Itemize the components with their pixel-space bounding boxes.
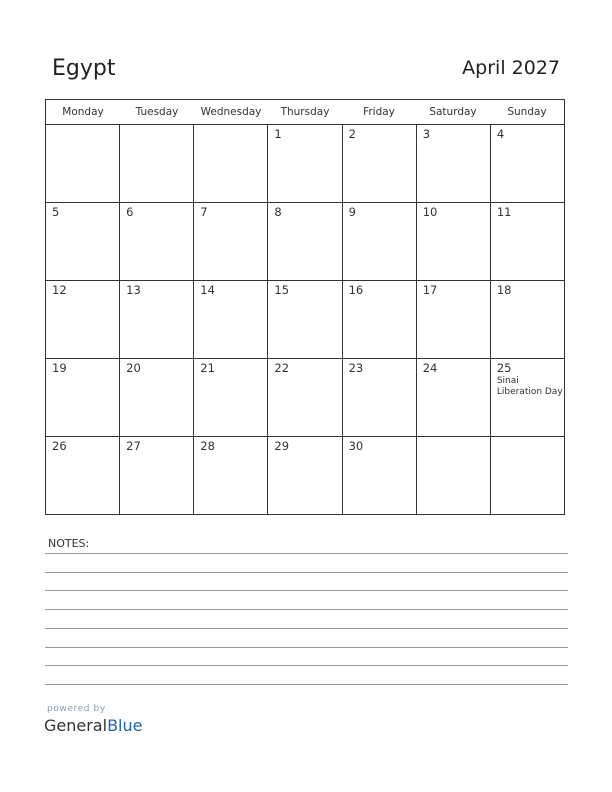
day-number: 27 — [126, 439, 141, 453]
day-number: 2 — [348, 127, 356, 141]
week-row — [46, 202, 564, 280]
day-cell — [416, 125, 490, 202]
day-number: 5 — [52, 205, 60, 219]
day-cell — [342, 359, 416, 436]
brand-blue: Blue — [107, 716, 143, 735]
day-number: 26 — [52, 439, 67, 453]
day-number: 13 — [126, 283, 141, 297]
day-cell — [342, 281, 416, 358]
day-cell — [46, 125, 119, 202]
weekday-header: Monday — [62, 106, 104, 118]
weekday-header: Wednesday — [200, 106, 262, 118]
day-cell — [193, 437, 267, 514]
day-cell — [46, 437, 119, 514]
note-line — [45, 572, 568, 573]
note-line — [45, 665, 568, 666]
day-cell — [267, 203, 341, 280]
day-cell — [193, 281, 267, 358]
weekday-header: Friday — [363, 106, 395, 118]
brand-logo — [44, 716, 142, 735]
day-cell — [490, 125, 564, 202]
day-cell — [342, 125, 416, 202]
week-row — [46, 125, 564, 202]
day-cell — [416, 437, 490, 514]
powered-by-text: powered by — [47, 704, 106, 714]
day-number: 22 — [274, 361, 290, 375]
day-cell — [342, 437, 416, 514]
day-number: 14 — [200, 283, 215, 297]
day-number: 4 — [496, 127, 505, 141]
day-number: 21 — [200, 361, 215, 375]
month-year-title: April 2027 — [462, 57, 560, 79]
day-cell — [46, 281, 119, 358]
day-cell — [46, 203, 119, 280]
day-cell — [267, 125, 341, 202]
day-number: 8 — [274, 205, 282, 219]
brand-general: General — [44, 716, 108, 735]
country-title: Egypt — [52, 56, 116, 81]
weekday-header: Thursday — [280, 106, 330, 118]
day-number: 17 — [422, 283, 438, 297]
day-number: 15 — [274, 283, 290, 297]
day-number: 30 — [348, 439, 364, 453]
day-number: 19 — [52, 361, 67, 375]
day-number: 28 — [200, 439, 215, 453]
day-cell — [267, 437, 341, 514]
day-cell — [119, 437, 193, 514]
weekday-header: Sunday — [507, 106, 547, 118]
day-number: 24 — [422, 361, 438, 375]
day-number: 9 — [348, 205, 356, 219]
day-number: 6 — [126, 205, 134, 219]
week-row — [46, 280, 564, 358]
day-cell — [119, 125, 193, 202]
weekday-header-row — [46, 100, 564, 125]
day-cell — [490, 437, 564, 514]
day-cell — [416, 281, 490, 358]
day-cell — [416, 203, 490, 280]
note-line — [45, 684, 568, 685]
note-line — [45, 590, 568, 591]
day-number: 3 — [422, 127, 431, 141]
note-line — [45, 553, 568, 554]
day-cell — [342, 203, 416, 280]
week-row — [46, 436, 564, 514]
day-cell — [193, 125, 267, 202]
day-cell — [119, 359, 193, 436]
note-line — [45, 609, 568, 610]
day-cell — [119, 281, 193, 358]
day-number: 20 — [126, 361, 141, 375]
note-line — [45, 628, 568, 629]
day-cell — [490, 203, 564, 280]
day-cell — [193, 203, 267, 280]
day-cell — [490, 281, 564, 358]
calendar-grid — [45, 99, 565, 515]
day-cell — [416, 359, 490, 436]
day-number: 1 — [274, 127, 282, 141]
day-number: 18 — [496, 283, 512, 297]
week-row — [46, 358, 564, 436]
day-number: 16 — [348, 283, 364, 297]
holiday-label: Sinai Liberation Day — [496, 376, 563, 397]
day-cell — [267, 359, 341, 436]
day-cell — [119, 203, 193, 280]
weeks-container — [46, 125, 564, 514]
note-line — [45, 647, 568, 648]
day-cell — [490, 359, 564, 436]
notes-label: NOTES: — [48, 537, 90, 550]
day-cell — [46, 359, 119, 436]
weekday-header: Tuesday — [135, 106, 179, 118]
day-number: 10 — [422, 205, 438, 219]
day-number: 12 — [52, 283, 67, 297]
day-cell — [267, 281, 341, 358]
day-number: 7 — [200, 205, 208, 219]
day-number: 25 — [496, 361, 512, 375]
weekday-header: Saturday — [429, 106, 477, 118]
day-number: 29 — [274, 439, 290, 453]
day-number: 23 — [348, 361, 364, 375]
day-number: 11 — [496, 205, 512, 219]
day-cell — [193, 359, 267, 436]
